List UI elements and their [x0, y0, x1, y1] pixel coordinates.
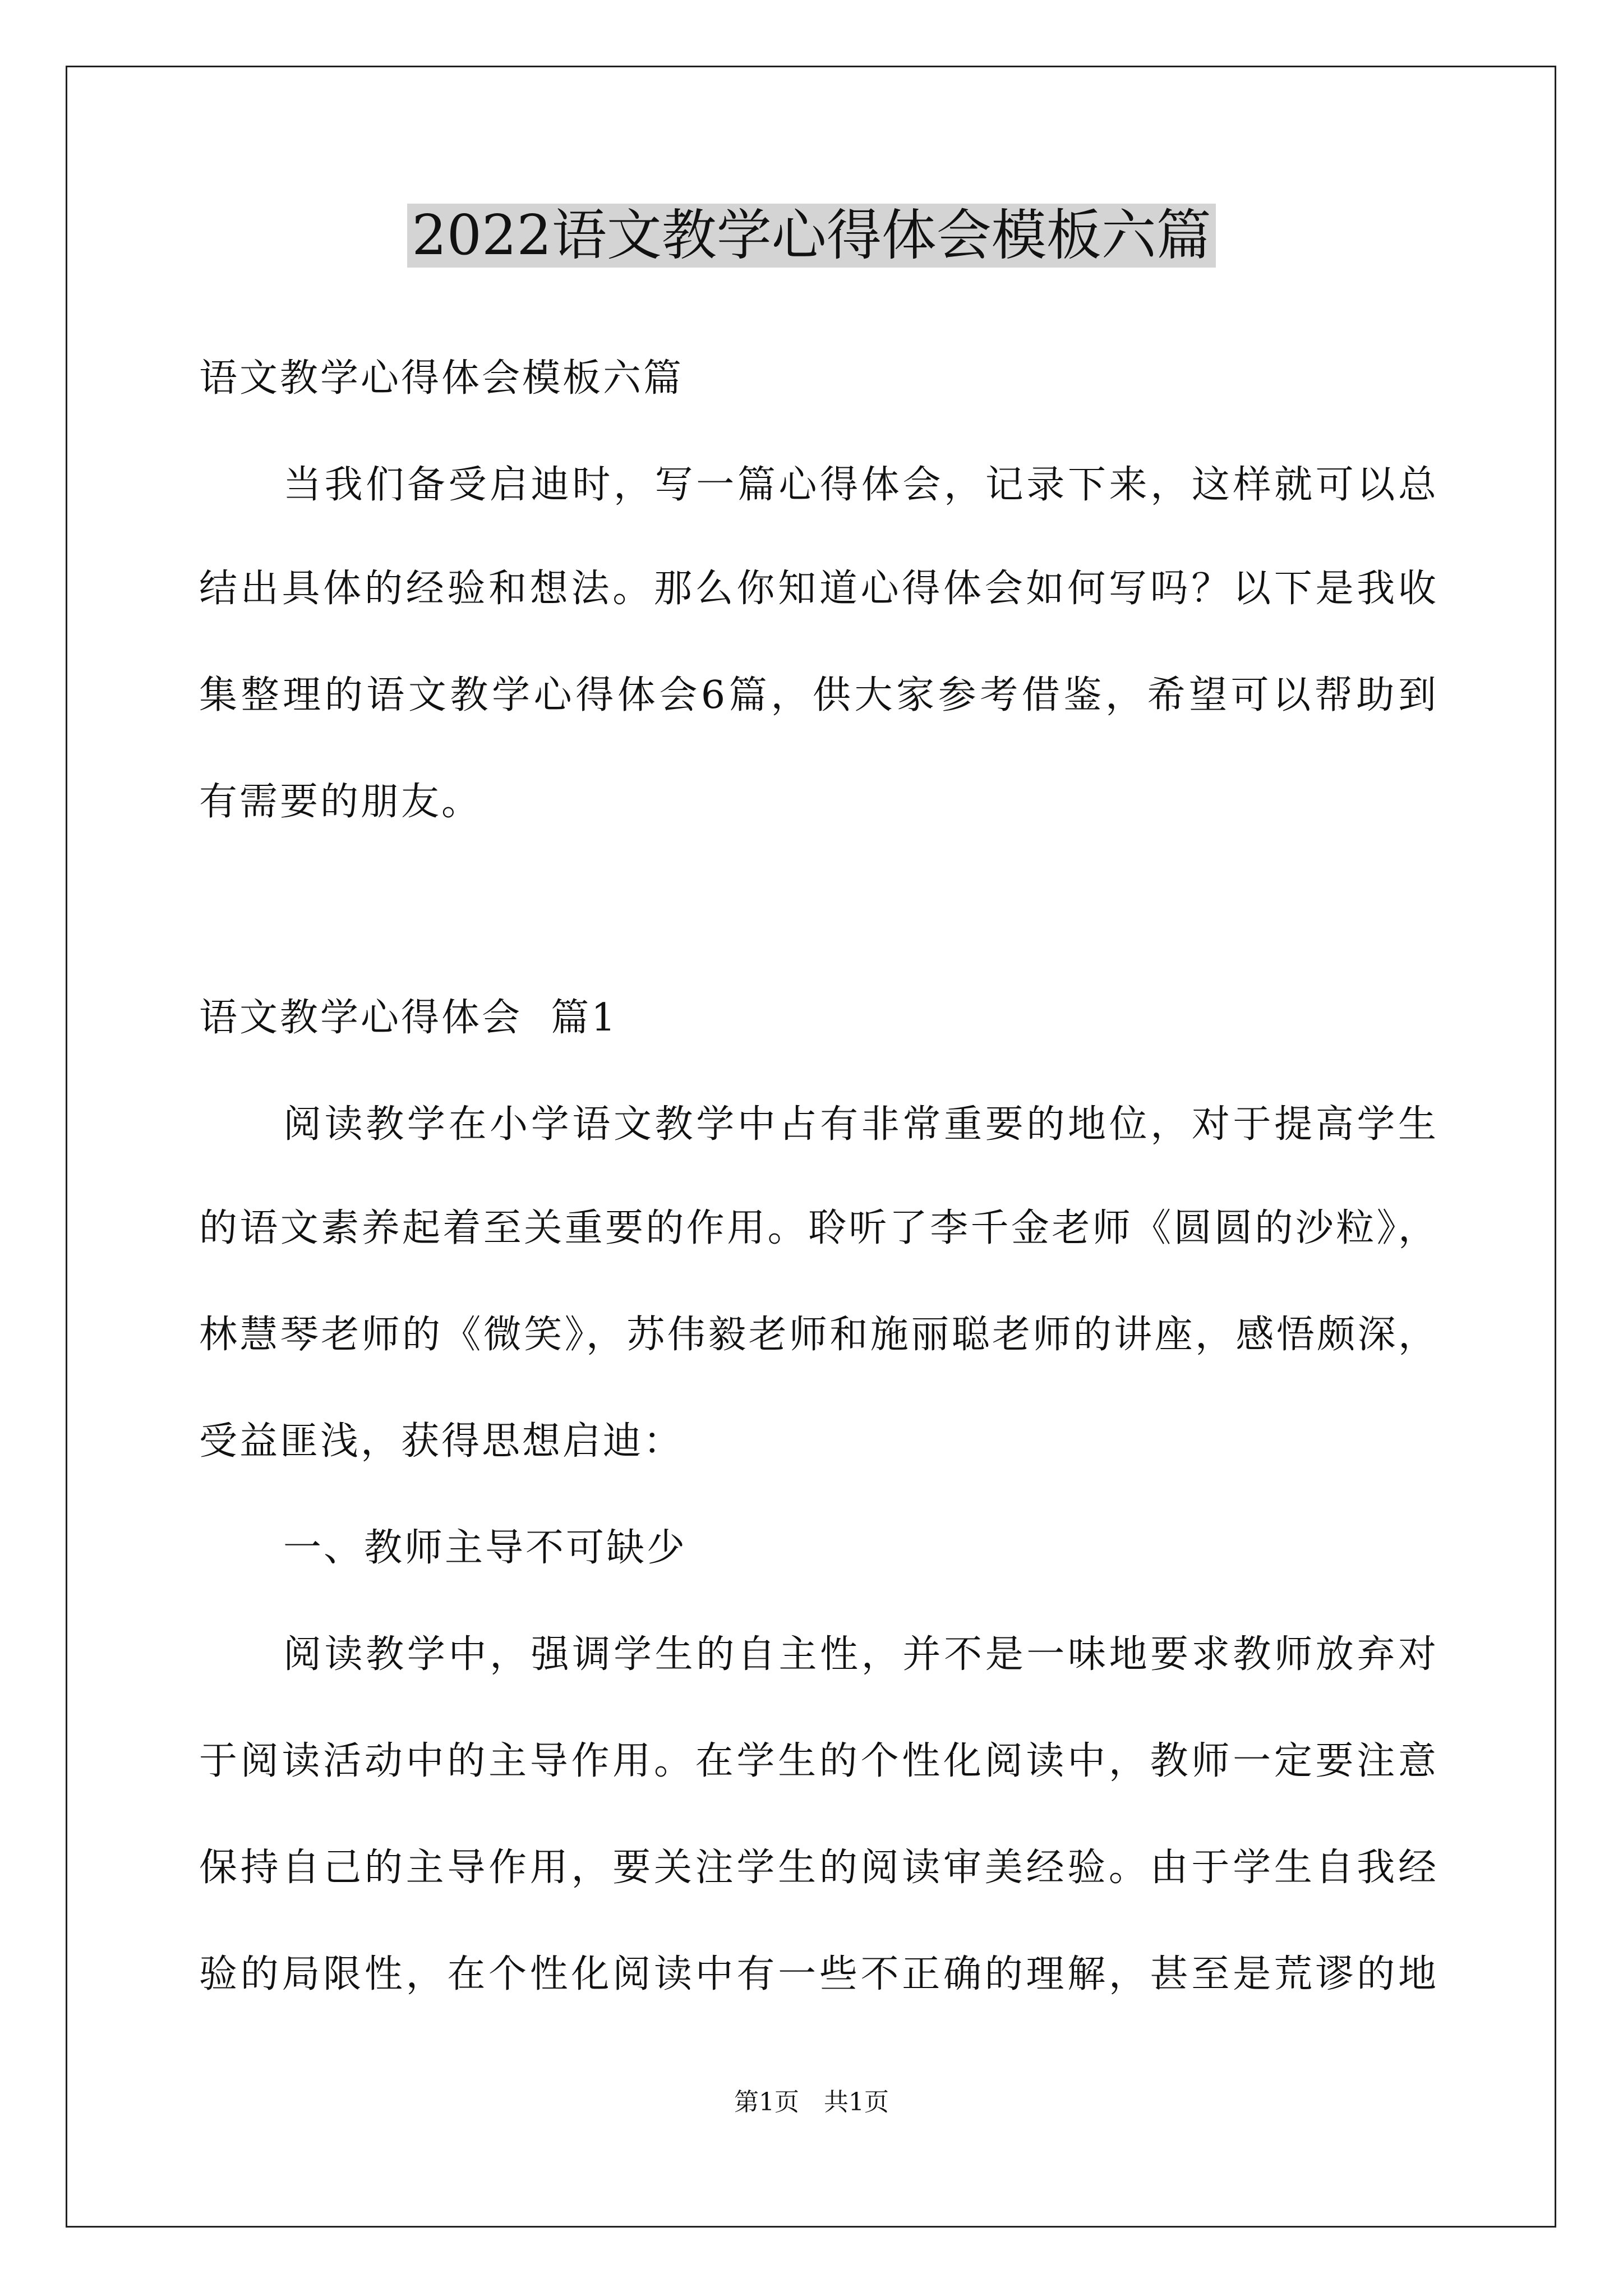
- section-heading: 语文教学心得体会 篇1: [199, 996, 618, 1040]
- para2-line-2: 于阅读活动中的主导作用。在学生的个性化阅读中，教师一定要注意: [199, 1739, 1438, 1783]
- intro-line-4: 有需要的朋友。: [199, 780, 482, 824]
- intro-line-3: 集整理的语文教学心得体会6篇，供大家参考借鉴，希望可以帮助到: [199, 673, 1438, 717]
- subtitle: 语文教学心得体会模板六篇: [199, 356, 684, 401]
- document-title: [0, 194, 1623, 278]
- para1-line-3: 林慧琴老师的《微笑》，苏伟毅老师和施丽聪老师的讲座，感悟颇深，: [199, 1313, 1438, 1357]
- para1-line-2: 的语文素养起着至关重要的作用。聆听了李千金老师《圆圆的沙粒》，: [199, 1206, 1438, 1250]
- para2-line-1: 阅读教学中，强调学生的自主性，并不是一味地要求教师放弃对: [283, 1632, 1438, 1677]
- intro-line-2: 结出具体的经验和想法。那么你知道心得体会如何写吗？以下是我收: [199, 567, 1438, 611]
- para2-line-4: 验的局限性，在个性化阅读中有一些不正确的理解，甚至是荒谬的地: [199, 1952, 1438, 1996]
- point-heading: 一、教师主导不可缺少: [283, 1526, 688, 1570]
- para2-line-3: 保持自己的主导作用，要关注学生的阅读审美经验。由于学生自我经: [199, 1846, 1438, 1890]
- page-footer: 第1页 共1页: [734, 2088, 889, 2116]
- para1-line-1: 阅读教学在小学语文教学中占有非常重要的地位，对于提高学生: [283, 1102, 1438, 1147]
- document-title-text: 2022语文教学心得体会模板六篇: [407, 204, 1215, 268]
- intro-line-1: 当我们备受启迪时，写一篇心得体会，记录下来，这样就可以总: [283, 463, 1438, 507]
- para1-line-4: 受益匪浅，获得思想启迪：: [199, 1419, 684, 1464]
